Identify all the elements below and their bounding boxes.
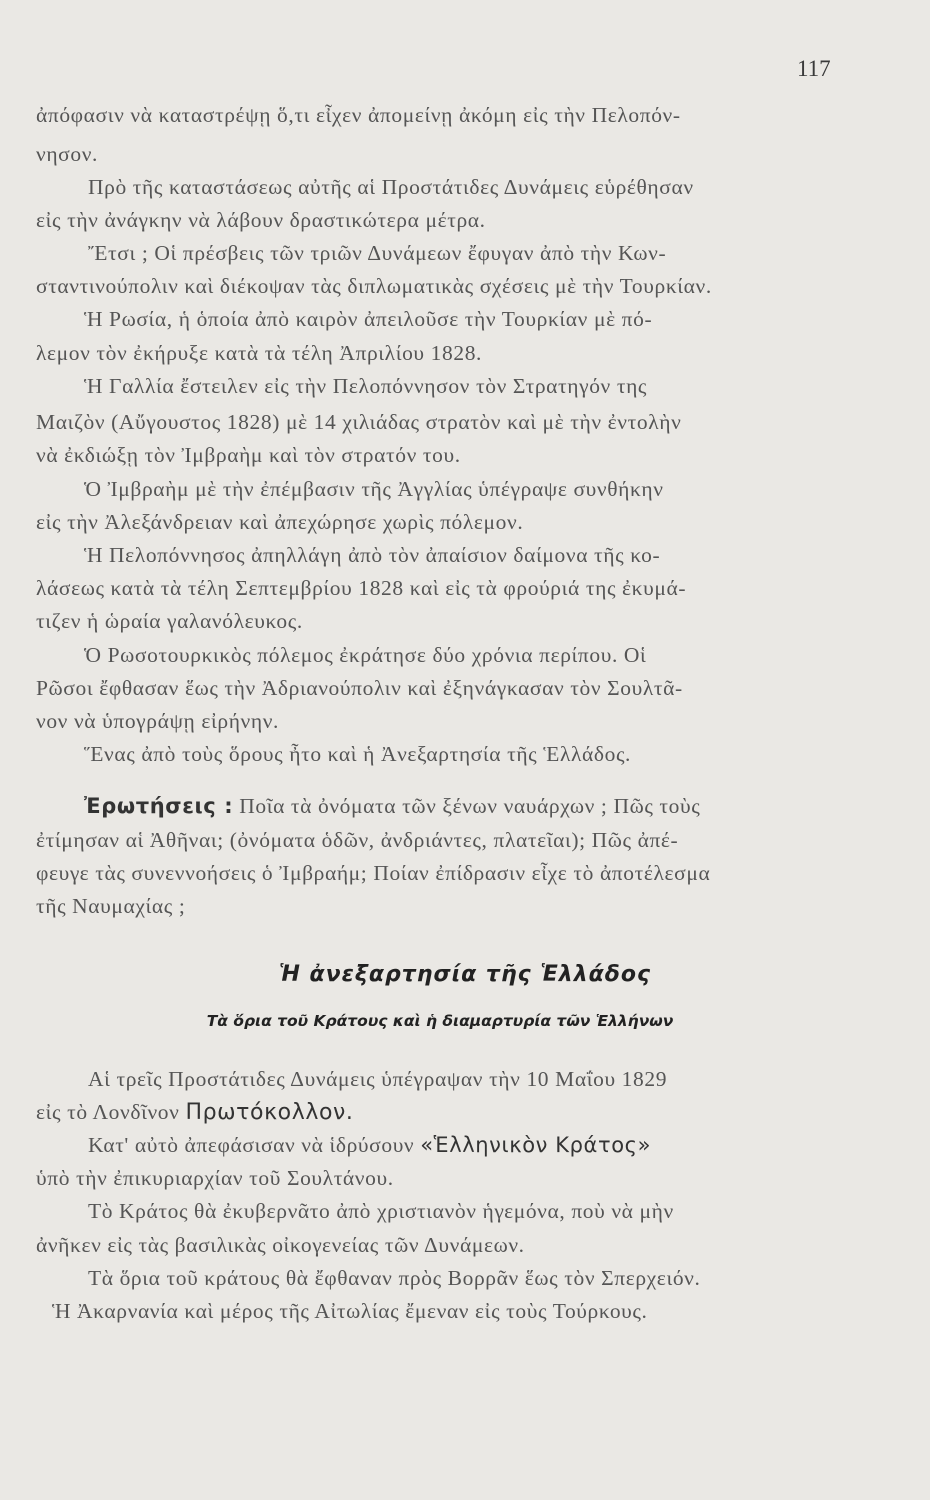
text-line: Μαιζὸν (Αὔγουστος 1828) μὲ 14 χιλιάδας στρατὸν καὶ μὲ τὴν ἐντολὴν <box>36 410 682 434</box>
text-line: Ἔτσι ; Οἱ πρέσβεις τῶν τριῶν Δυνάμεων ἔφυγαν ἀπὸ τὴν Κων- <box>88 241 667 265</box>
text-line: Τὰ ὅρια τοῦ κράτους θὰ ἔφθαναν πρὸς Βορρᾶν ἕως τὸν Σπερχειόν. <box>88 1266 701 1290</box>
text-line: Ἡ Ρωσία, ἡ ὁποία ἀπὸ καιρὸν ἀπειλοῦσε τὴν Τουρκίαν μὲ πό- <box>84 307 653 331</box>
text-line: Τὸ Κράτος θὰ ἐκυβερνᾶτο ἀπὸ χριστιανὸν ἡγεμόνα, ποὺ νὰ μὴν <box>88 1199 674 1223</box>
text-line: Ὁ Ἰμβραὴμ μὲ τὴν ἐπέμβασιν τῆς Ἀγγλίας ὑπέγραψε συνθήκην <box>84 477 664 501</box>
text-segment: εἰς τὸ Λονδῖνον <box>36 1100 186 1124</box>
text-line: ἀπόφασιν νὰ καταστρέψῃ ὅ,τι εἶχεν ἀπομείνῃ ἀκόμη εἰς τὴν Πελοπόν- <box>36 103 681 127</box>
text-line: ἀνῆκεν εἰς τὰς βασιλικὰς οἰκογενείας τῶν Δυνάμεων. <box>36 1233 525 1257</box>
text-line: Ὁ Ρωσοτουρκικὸς πόλεμος ἐκράτησε δύο χρόνια περίπου. Οἱ <box>84 643 647 667</box>
questions-line <box>84 794 700 819</box>
chapter-subtitle: Τὰ ὅρια τοῦ Κράτους καὶ ἡ διαμαρτυρία τῶν Ἑλλήνων <box>206 1012 674 1030</box>
text-line: εἰς τὴν ἀνάγκην νὰ λάβουν δραστικώτερα μέτρα. <box>36 208 486 232</box>
text-line: σταντινούπολιν καὶ διέκοψαν τὰς διπλωματικὰς σχέσεις μὲ τὴν Τουρκίαν. <box>36 274 712 298</box>
questions-label: Ἐρωτήσεις : <box>84 794 234 818</box>
text-line: ὑπὸ τὴν ἐπικυριαρχίαν τοῦ Σουλτάνου. <box>36 1166 394 1190</box>
questions-line: φευγε τὰς συνεννοήσεις ὁ Ἰμβραήμ; Ποίαν ἐπίδρασιν εἶχε τὸ ἀποτέλεσμα <box>36 861 711 885</box>
text-line: τιζεν ἡ ὡραία γαλανόλευκος. <box>36 609 303 633</box>
questions-text: Ποῖα τὰ ὀνόματα τῶν ξένων ναυάρχων ; Πῶς τοὺς <box>239 794 701 818</box>
text-line <box>88 1133 651 1158</box>
state-term: «Ἑλληνικὸν Κράτος» <box>420 1133 652 1157</box>
page-number: 117 <box>797 56 831 81</box>
text-line: Ἡ Ἀκαρνανία καὶ μέρος τῆς Αἰτωλίας ἔμεναν εἰς τοὺς Τούρκους. <box>52 1299 648 1323</box>
text-line: εἰς τὴν Ἀλεξάνδρειαν καὶ ἀπεχώρησε χωρὶς πόλεμον. <box>36 510 524 534</box>
text-line: νον νὰ ὑπογράψῃ εἰρήνην. <box>36 709 279 733</box>
text-line <box>36 1100 353 1125</box>
questions-line: ἐτίμησαν αἱ Ἀθῆναι; (ὀνόματα ὁδῶν, ἀνδριάντες, πλατεῖαι); Πῶς ἀπέ- <box>36 828 679 852</box>
text-line: Ἡ Γαλλία ἔστειλεν εἰς τὴν Πελοπόννησον τὸν Στρατηγόν της <box>84 374 648 398</box>
text-line: Ρῶσοι ἔφθασαν ἕως τὴν Ἀδριανούπολιν καὶ ἐξηνάγκασαν τὸν Σουλτᾶ- <box>36 676 683 700</box>
protocol-term: Πρωτόκολλον. <box>185 1100 354 1125</box>
text-line: λεμον τὸν ἐκήρυξε κατὰ τὰ τέλη Ἀπριλίου 1828. <box>36 341 483 365</box>
chapter-title: Ἡ ἀνεξαρτησία τῆς Ἑλλάδος <box>278 962 652 987</box>
text-line: Πρὸ τῆς καταστάσεως αὐτῆς αἱ Προστάτιδες Δυνάμεις εὑρέθησαν <box>88 175 694 199</box>
text-line: λάσεως κατὰ τὰ τέλη Σεπτεμβρίου 1828 καὶ εἰς τὰ φρούριά της ἐκυμά- <box>36 576 687 600</box>
text-line: νησον. <box>36 142 99 166</box>
text-line: Ἕνας ἀπὸ τοὺς ὅρους ἦτο καὶ ἡ Ἀνεξαρτησία τῆς Ἑλλάδος. <box>84 742 632 766</box>
text-line: Ἡ Πελοπόννησος ἀπηλλάγη ἀπὸ τὸν ἀπαίσιον δαίμονα τῆς κο- <box>84 543 661 567</box>
text-line: Αἱ τρεῖς Προστάτιδες Δυνάμεις ὑπέγραψαν τὴν 10 Μαΐου 1829 <box>88 1067 668 1091</box>
questions-line: τῆς Ναυμαχίας ; <box>36 894 186 918</box>
text-segment: Κατ' αὐτὸ ἀπεφάσισαν νὰ ἱδρύσουν <box>88 1133 421 1157</box>
text-line: νὰ ἐκδιώξῃ τὸν Ἰμβραὴμ καὶ τὸν στρατόν του. <box>36 443 461 467</box>
